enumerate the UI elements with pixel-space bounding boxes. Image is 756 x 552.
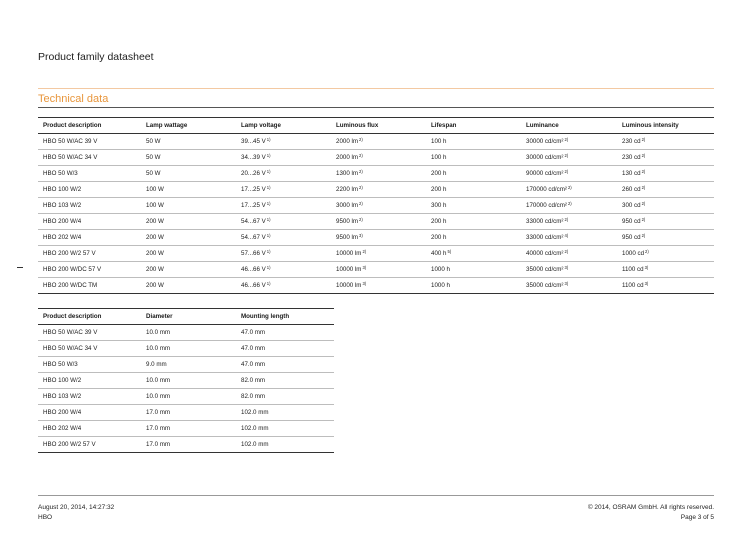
luminance-cell bbox=[521, 230, 617, 246]
product-description-cell bbox=[38, 373, 141, 389]
luminous-flux-cell bbox=[331, 246, 426, 262]
mounting-length-cell-value: 47.0 mm bbox=[241, 329, 266, 336]
luminous-flux-cell bbox=[331, 166, 426, 182]
lamp-voltage-cell-value: 54...67 V bbox=[241, 234, 266, 241]
lamp-voltage-cell-value: 46...66 V bbox=[241, 282, 266, 289]
luminous-intensity-cell bbox=[617, 246, 714, 262]
lamp-wattage-cell-value: 50 W bbox=[146, 170, 161, 177]
lamp-voltage-cell bbox=[236, 182, 331, 198]
luminous-intensity-cell-value: 1100 cd bbox=[622, 282, 644, 289]
luminous-intensity-cell bbox=[617, 278, 714, 294]
table-row bbox=[38, 405, 334, 421]
luminance-cell-value: 40000 cd/cm² bbox=[526, 250, 564, 257]
lamp-voltage-cell-value: 34...39 V bbox=[241, 154, 266, 161]
diameter-cell-value: 17.0 mm bbox=[146, 441, 171, 448]
product-description-cell-value: HBO 50 W/AC 34 V bbox=[43, 154, 98, 161]
product-description-cell bbox=[38, 246, 141, 262]
footnote-ref: 1) bbox=[266, 232, 271, 238]
mounting-length-cell bbox=[236, 437, 334, 453]
product-description-cell bbox=[38, 325, 141, 341]
lifespan-cell-value: 300 h bbox=[431, 202, 447, 209]
lamp-voltage-cell-value: 54...67 V bbox=[241, 218, 266, 225]
luminance-cell-value: 170000 cd/cm² bbox=[526, 186, 567, 193]
lamp-wattage-cell-value: 200 W bbox=[146, 266, 164, 273]
lamp-wattage-cell-value: 200 W bbox=[146, 218, 164, 225]
luminous-intensity-cell bbox=[617, 182, 714, 198]
footnote-ref: 2) bbox=[641, 136, 646, 142]
lamp-voltage-cell-value: 17...25 V bbox=[241, 186, 266, 193]
product-description-cell bbox=[38, 389, 141, 405]
footer-date: August 20, 2014, 14:27:32 bbox=[38, 504, 115, 511]
lamp-wattage-cell bbox=[141, 262, 236, 278]
footnote-ref: 3) bbox=[362, 264, 367, 270]
luminance-cell-value: 30000 cd/cm² bbox=[526, 154, 564, 161]
footnote-ref: 2) bbox=[641, 232, 646, 238]
product-description-cell-value: HBO 50 W/AC 39 V bbox=[43, 138, 98, 145]
luminance-cell bbox=[521, 246, 617, 262]
product-description-cell-value: HBO 200 W/2 57 V bbox=[43, 441, 96, 448]
product-description-cell-value: HBO 200 W/4 bbox=[43, 409, 82, 416]
table-row bbox=[38, 389, 334, 405]
lifespan-cell-value: 1000 h bbox=[431, 266, 450, 273]
column-header: Lifespan bbox=[426, 118, 521, 134]
luminous-flux-cell bbox=[331, 214, 426, 230]
footnote-ref: 2) bbox=[564, 168, 569, 174]
diameter-cell-value: 17.0 mm bbox=[146, 425, 171, 432]
table-row bbox=[38, 246, 714, 262]
mounting-length-cell bbox=[236, 373, 334, 389]
product-description-cell-value: HBO 50 W/3 bbox=[43, 170, 78, 177]
column-header: Luminous intensity bbox=[617, 118, 714, 134]
lamp-voltage-cell bbox=[236, 278, 331, 294]
lifespan-cell bbox=[426, 262, 521, 278]
product-description-cell-value: HBO 200 W/DC 57 V bbox=[43, 266, 102, 273]
footnote-ref: 2) bbox=[564, 248, 569, 254]
luminance-cell-value: 33000 cd/cm² bbox=[526, 218, 564, 225]
lamp-voltage-cell bbox=[236, 246, 331, 262]
technical-data-table bbox=[38, 117, 714, 294]
luminance-cell bbox=[521, 182, 617, 198]
lamp-wattage-cell-value: 50 W bbox=[146, 154, 161, 161]
product-description-cell-value: HBO 50 W/AC 39 V bbox=[43, 329, 98, 336]
luminance-cell bbox=[521, 134, 617, 150]
luminous-intensity-cell-value: 1000 cd bbox=[622, 250, 645, 257]
mounting-length-cell-value: 102.0 mm bbox=[241, 425, 269, 432]
table-row bbox=[38, 166, 714, 182]
lamp-voltage-cell bbox=[236, 198, 331, 214]
luminous-intensity-cell-value: 1100 cd bbox=[622, 266, 644, 273]
mounting-length-cell-value: 82.0 mm bbox=[241, 393, 266, 400]
product-description-cell bbox=[38, 341, 141, 357]
luminous-flux-cell-value: 2000 lm bbox=[336, 138, 359, 145]
table-row bbox=[38, 357, 334, 373]
table-header-row bbox=[38, 309, 334, 325]
luminous-intensity-cell bbox=[617, 150, 714, 166]
luminous-flux-cell-value: 3000 lm bbox=[336, 202, 359, 209]
product-description-cell bbox=[38, 405, 141, 421]
lamp-wattage-cell bbox=[141, 214, 236, 230]
luminous-intensity-cell bbox=[617, 262, 714, 278]
footnote-ref: 2) bbox=[564, 216, 569, 222]
header-divider bbox=[38, 88, 714, 89]
lamp-voltage-cell bbox=[236, 150, 331, 166]
footnote-ref: 3) bbox=[564, 280, 569, 286]
table-row bbox=[38, 341, 334, 357]
footnote-ref: 2) bbox=[641, 184, 646, 190]
mounting-length-cell bbox=[236, 341, 334, 357]
diameter-cell-value: 10.0 mm bbox=[146, 393, 171, 400]
diameter-cell bbox=[141, 325, 236, 341]
product-description-cell bbox=[38, 198, 141, 214]
product-description-cell bbox=[38, 421, 141, 437]
luminous-intensity-cell bbox=[617, 134, 714, 150]
column-header: Lamp wattage bbox=[141, 118, 236, 134]
lifespan-cell-value: 200 h bbox=[431, 170, 447, 177]
footnote-ref: 2) bbox=[362, 248, 367, 254]
footnote-ref: 2) bbox=[641, 168, 646, 174]
column-header: Luminous flux bbox=[331, 118, 426, 134]
column-header: Mounting length bbox=[236, 309, 334, 325]
footnote-ref: 1) bbox=[266, 248, 271, 254]
product-description-cell bbox=[38, 166, 141, 182]
product-description-cell bbox=[38, 230, 141, 246]
footnote-ref: 3) bbox=[359, 232, 363, 238]
luminance-cell bbox=[521, 198, 617, 214]
product-description-cell-value: HBO 200 W/2 57 V bbox=[43, 250, 96, 257]
product-description-cell-value: HBO 100 W/2 bbox=[43, 377, 82, 384]
diameter-cell-value: 17.0 mm bbox=[146, 409, 171, 416]
luminance-cell-value: 35000 cd/cm² bbox=[526, 282, 564, 289]
lamp-wattage-cell bbox=[141, 278, 236, 294]
lamp-voltage-cell-value: 39...45 V bbox=[241, 138, 266, 145]
mounting-length-cell bbox=[236, 421, 334, 437]
table-row bbox=[38, 150, 714, 166]
dimensions-table bbox=[38, 308, 334, 453]
luminance-cell bbox=[521, 262, 617, 278]
footnote-ref: 2) bbox=[359, 184, 363, 190]
lamp-wattage-cell-value: 100 W bbox=[146, 202, 164, 209]
diameter-cell bbox=[141, 437, 236, 453]
footer-family: HBO bbox=[38, 514, 53, 521]
page-title: Product family datasheet bbox=[38, 51, 154, 63]
lamp-wattage-cell bbox=[141, 182, 236, 198]
product-description-cell-value: HBO 50 W/AC 34 V bbox=[43, 345, 98, 352]
footnote-ref: 2) bbox=[564, 136, 569, 142]
table-row bbox=[38, 134, 714, 150]
lamp-voltage-cell-value: 20...26 V bbox=[241, 170, 266, 177]
footnote-ref: 1) bbox=[266, 168, 271, 174]
lifespan-cell bbox=[426, 214, 521, 230]
luminous-intensity-cell-value: 130 cd bbox=[622, 170, 641, 177]
product-description-cell-value: HBO 100 W/2 bbox=[43, 186, 82, 193]
footnote-ref: 2) bbox=[359, 216, 363, 222]
luminance-cell bbox=[521, 214, 617, 230]
lamp-wattage-cell-value: 200 W bbox=[146, 234, 164, 241]
table-header-row bbox=[38, 118, 714, 134]
product-description-cell-value: HBO 200 W/4 bbox=[43, 218, 82, 225]
luminous-flux-cell-value: 10000 lm bbox=[336, 250, 362, 257]
luminous-intensity-cell-value: 230 cd bbox=[622, 154, 641, 161]
lifespan-cell bbox=[426, 150, 521, 166]
table-row bbox=[38, 262, 714, 278]
mounting-length-cell bbox=[236, 325, 334, 341]
luminous-flux-cell bbox=[331, 150, 426, 166]
lamp-voltage-cell bbox=[236, 166, 331, 182]
footnote-ref: 2) bbox=[359, 168, 363, 174]
mounting-length-cell-value: 47.0 mm bbox=[241, 361, 266, 368]
footer-copyright: © 2014, OSRAM GmbH. All rights reserved. bbox=[587, 504, 714, 511]
lifespan-cell-value: 1000 h bbox=[431, 282, 450, 289]
product-description-cell-value: HBO 103 W/2 bbox=[43, 202, 82, 209]
product-description-cell bbox=[38, 437, 141, 453]
lamp-wattage-cell bbox=[141, 230, 236, 246]
lamp-voltage-cell-value: 57...66 V bbox=[241, 250, 266, 257]
footnote-ref: 5) bbox=[447, 248, 452, 254]
column-header: Diameter bbox=[141, 309, 236, 325]
luminous-intensity-cell-value: 950 cd bbox=[622, 218, 641, 225]
footnote-ref: 3) bbox=[644, 280, 649, 286]
product-description-cell-value: HBO 200 W/DC TM bbox=[43, 282, 98, 289]
footnote-ref: 2) bbox=[567, 184, 572, 190]
lifespan-cell-value: 400 h bbox=[431, 250, 447, 257]
lifespan-cell bbox=[426, 166, 521, 182]
table-row bbox=[38, 230, 714, 246]
margin-mark bbox=[17, 267, 23, 268]
mounting-length-cell-value: 47.0 mm bbox=[241, 345, 266, 352]
luminous-flux-cell bbox=[331, 262, 426, 278]
column-header: Product description bbox=[38, 309, 141, 325]
mounting-length-cell bbox=[236, 357, 334, 373]
luminous-flux-cell-value: 1300 lm bbox=[336, 170, 359, 177]
mounting-length-cell bbox=[236, 405, 334, 421]
footnote-ref: 2) bbox=[564, 152, 569, 158]
luminous-flux-cell-value: 2000 lm bbox=[336, 154, 359, 161]
column-header: Luminance bbox=[521, 118, 617, 134]
lamp-wattage-cell-value: 50 W bbox=[146, 138, 161, 145]
product-description-cell bbox=[38, 182, 141, 198]
luminous-intensity-cell bbox=[617, 214, 714, 230]
product-description-cell bbox=[38, 214, 141, 230]
product-description-cell bbox=[38, 262, 141, 278]
luminous-intensity-cell-value: 300 cd bbox=[622, 202, 641, 209]
table-row bbox=[38, 278, 714, 294]
product-description-cell bbox=[38, 278, 141, 294]
footnote-ref: 2) bbox=[641, 152, 646, 158]
luminance-cell-value: 170000 cd/cm² bbox=[526, 202, 567, 209]
footnote-ref: 1) bbox=[266, 216, 271, 222]
lifespan-cell bbox=[426, 278, 521, 294]
luminous-flux-cell bbox=[331, 182, 426, 198]
lamp-wattage-cell bbox=[141, 150, 236, 166]
footnote-ref: 1) bbox=[266, 280, 271, 286]
luminous-flux-cell bbox=[331, 278, 426, 294]
table-row bbox=[38, 373, 334, 389]
luminous-intensity-cell bbox=[617, 230, 714, 246]
footnote-ref: 2) bbox=[645, 248, 649, 254]
luminous-flux-cell bbox=[331, 198, 426, 214]
luminous-flux-cell-value: 2200 lm bbox=[336, 186, 359, 193]
footer-divider bbox=[38, 495, 714, 496]
diameter-cell bbox=[141, 421, 236, 437]
luminous-intensity-cell-value: 260 cd bbox=[622, 186, 641, 193]
mounting-length-cell-value: 102.0 mm bbox=[241, 441, 269, 448]
diameter-cell bbox=[141, 341, 236, 357]
footnote-ref: 2) bbox=[359, 136, 363, 142]
luminous-intensity-cell bbox=[617, 198, 714, 214]
footnote-ref: 2) bbox=[641, 200, 646, 206]
footnote-ref: 2) bbox=[359, 152, 363, 158]
diameter-cell-value: 10.0 mm bbox=[146, 377, 171, 384]
diameter-cell-value: 10.0 mm bbox=[146, 345, 171, 352]
footnote-ref: 3) bbox=[644, 264, 649, 270]
luminous-intensity-cell bbox=[617, 166, 714, 182]
table-row bbox=[38, 421, 334, 437]
luminance-cell-value: 90000 cd/cm² bbox=[526, 170, 564, 177]
table-row bbox=[38, 182, 714, 198]
footnote-ref: 1) bbox=[266, 264, 271, 270]
table-row bbox=[38, 198, 714, 214]
footnote-ref: 4) bbox=[564, 232, 569, 238]
luminance-cell bbox=[521, 166, 617, 182]
column-header: Product description bbox=[38, 118, 141, 134]
lamp-voltage-cell-value: 46...66 V bbox=[241, 266, 266, 273]
lamp-voltage-cell bbox=[236, 230, 331, 246]
luminous-flux-cell-value: 9500 lm bbox=[336, 234, 359, 241]
lifespan-cell bbox=[426, 198, 521, 214]
diameter-cell-value: 9.0 mm bbox=[146, 361, 167, 368]
luminous-flux-cell bbox=[331, 134, 426, 150]
product-description-cell bbox=[38, 357, 141, 373]
section-divider bbox=[38, 107, 714, 108]
diameter-cell-value: 10.0 mm bbox=[146, 329, 171, 336]
lamp-wattage-cell bbox=[141, 166, 236, 182]
product-description-cell-value: HBO 50 W/3 bbox=[43, 361, 78, 368]
luminous-intensity-cell-value: 950 cd bbox=[622, 234, 641, 241]
luminous-flux-cell-value: 10000 lm bbox=[336, 266, 362, 273]
lamp-wattage-cell-value: 100 W bbox=[146, 186, 164, 193]
luminous-flux-cell-value: 9500 lm bbox=[336, 218, 359, 225]
lifespan-cell-value: 100 h bbox=[431, 138, 447, 145]
lamp-wattage-cell bbox=[141, 134, 236, 150]
column-header: Lamp voltage bbox=[236, 118, 331, 134]
diameter-cell bbox=[141, 405, 236, 421]
section-title: Technical data bbox=[38, 93, 109, 105]
lamp-wattage-cell-value: 200 W bbox=[146, 282, 164, 289]
footnote-ref: 3) bbox=[362, 280, 367, 286]
mounting-length-cell bbox=[236, 389, 334, 405]
lifespan-cell-value: 200 h bbox=[431, 218, 447, 225]
footnote-ref: 1) bbox=[266, 152, 271, 158]
diameter-cell bbox=[141, 357, 236, 373]
luminance-cell bbox=[521, 278, 617, 294]
lamp-voltage-cell bbox=[236, 134, 331, 150]
lifespan-cell-value: 200 h bbox=[431, 234, 447, 241]
lamp-wattage-cell bbox=[141, 198, 236, 214]
luminance-cell-value: 30000 cd/cm² bbox=[526, 138, 564, 145]
diameter-cell bbox=[141, 389, 236, 405]
lamp-voltage-cell bbox=[236, 214, 331, 230]
product-description-cell-value: HBO 202 W/4 bbox=[43, 234, 82, 241]
footnote-ref: 1) bbox=[266, 200, 271, 206]
product-description-cell-value: HBO 202 W/4 bbox=[43, 425, 82, 432]
diameter-cell bbox=[141, 373, 236, 389]
luminous-flux-cell bbox=[331, 230, 426, 246]
product-description-cell bbox=[38, 134, 141, 150]
footer-page-number: Page 3 of 5 bbox=[680, 514, 714, 521]
luminous-intensity-cell-value: 230 cd bbox=[622, 138, 641, 145]
lamp-wattage-cell bbox=[141, 246, 236, 262]
footnote-ref: 1) bbox=[266, 184, 271, 190]
product-description-cell-value: HBO 103 W/2 bbox=[43, 393, 82, 400]
table-row bbox=[38, 214, 714, 230]
luminance-cell-value: 35000 cd/cm² bbox=[526, 266, 564, 273]
luminance-cell bbox=[521, 150, 617, 166]
lifespan-cell bbox=[426, 246, 521, 262]
footnote-ref: 1) bbox=[266, 136, 271, 142]
lifespan-cell-value: 200 h bbox=[431, 186, 447, 193]
lifespan-cell bbox=[426, 182, 521, 198]
mounting-length-cell-value: 82.0 mm bbox=[241, 377, 266, 384]
product-description-cell bbox=[38, 150, 141, 166]
footnote-ref: 2) bbox=[641, 216, 646, 222]
footnote-ref: 3) bbox=[564, 264, 569, 270]
lifespan-cell bbox=[426, 230, 521, 246]
lamp-wattage-cell-value: 200 W bbox=[146, 250, 164, 257]
mounting-length-cell-value: 102.0 mm bbox=[241, 409, 269, 416]
luminance-cell-value: 33000 cd/cm² bbox=[526, 234, 564, 241]
footnote-ref: 2) bbox=[359, 200, 363, 206]
lifespan-cell-value: 100 h bbox=[431, 154, 447, 161]
footnote-ref: 2) bbox=[567, 200, 572, 206]
table-row bbox=[38, 325, 334, 341]
lamp-voltage-cell bbox=[236, 262, 331, 278]
lifespan-cell bbox=[426, 134, 521, 150]
luminous-flux-cell-value: 10000 lm bbox=[336, 282, 362, 289]
lamp-voltage-cell-value: 17...25 V bbox=[241, 202, 266, 209]
table-row bbox=[38, 437, 334, 453]
